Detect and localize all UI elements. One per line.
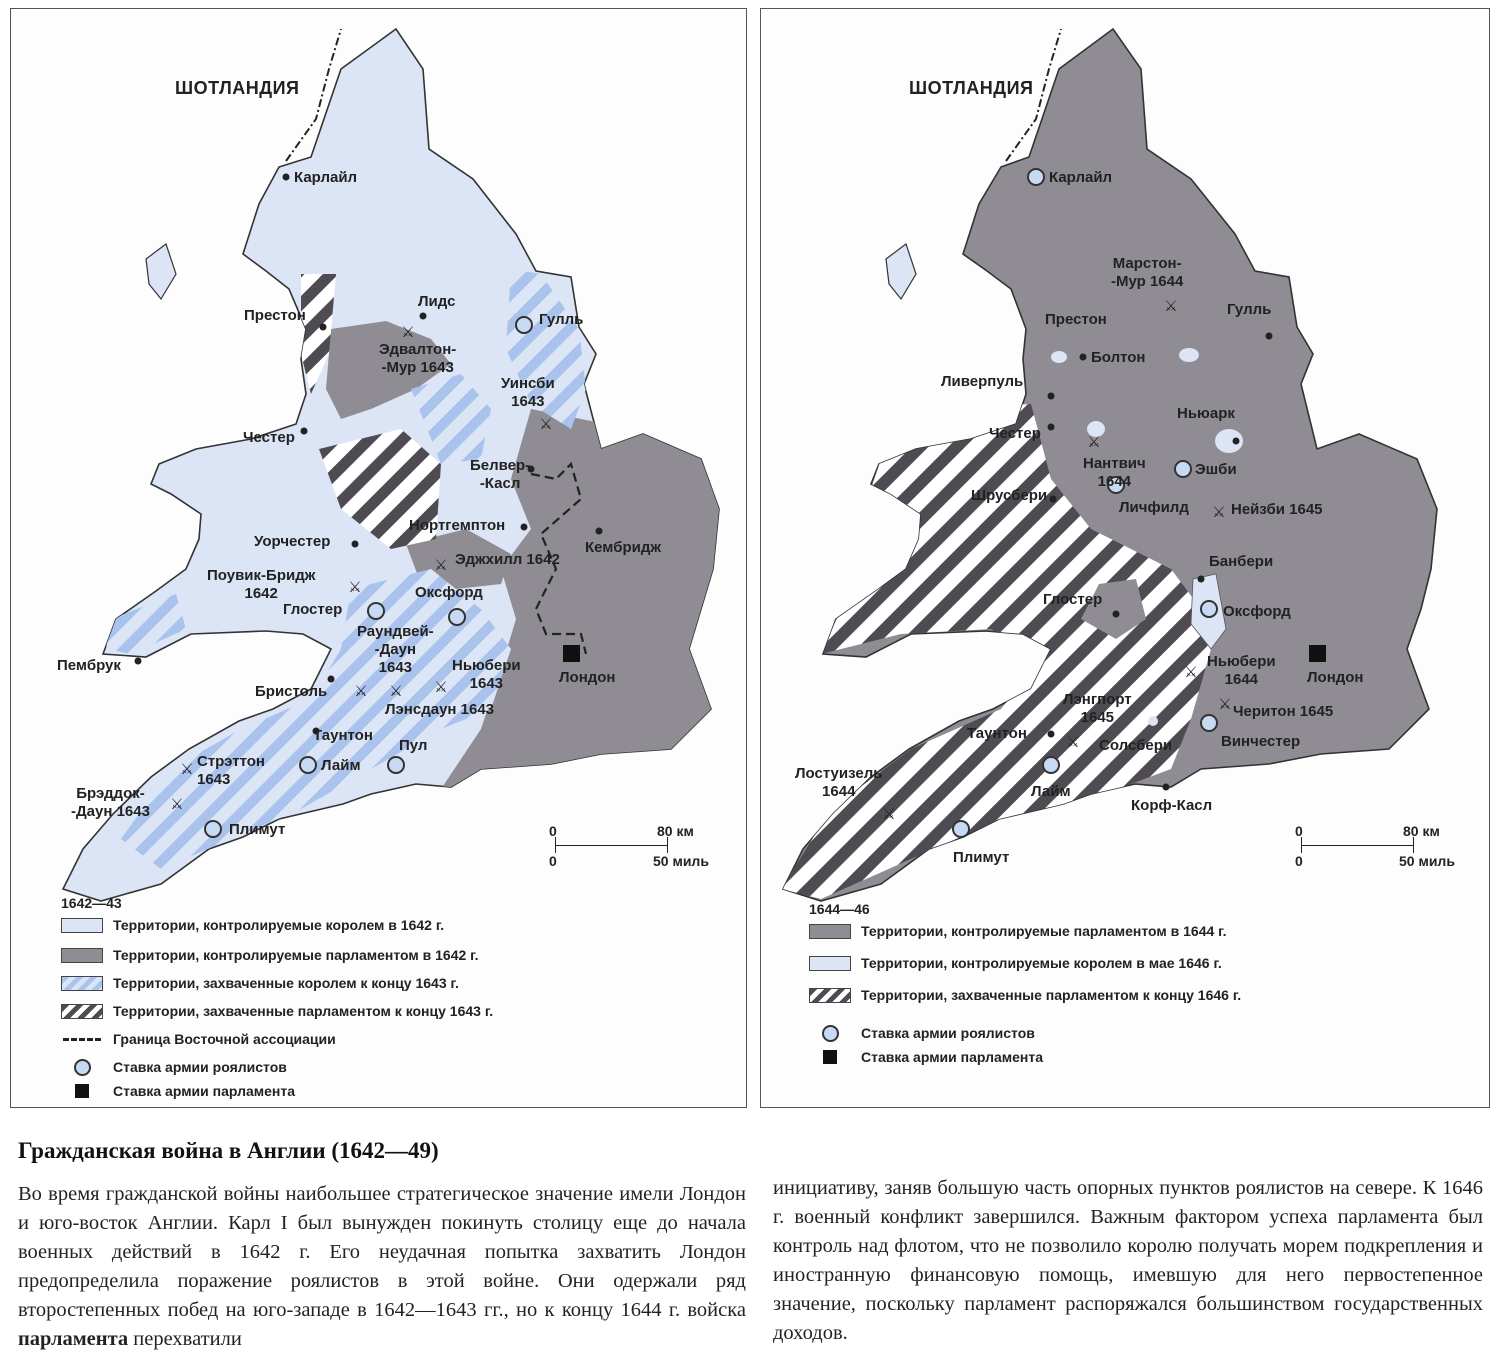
label-braddock-down: Брэддок- -Даун 1643	[71, 785, 150, 820]
svg-text:⚔: ⚔	[170, 795, 184, 813]
label-powick-bridge: Поувик-Бридж 1642	[207, 567, 316, 602]
parliament-hq-london	[563, 645, 580, 662]
label-london: Лондон	[559, 669, 616, 686]
map-panel-1644-46	[760, 8, 1490, 1108]
label-northampton: Нортгемптон	[409, 517, 506, 534]
map-panel-1642-43	[10, 8, 747, 1108]
label-leeds: Лидс	[418, 293, 456, 310]
svg-text:⚔: ⚔	[180, 760, 194, 778]
svg-text:⚔: ⚔	[882, 805, 896, 823]
svg-text:⚔: ⚔	[539, 415, 553, 433]
label-lyme: Лайм	[321, 757, 361, 774]
label-bristol: Бристоль	[255, 683, 328, 700]
label-pembroke: Пембрук	[57, 657, 121, 674]
label-stratton: Стрэттон 1643	[197, 753, 265, 788]
label-carlisle: Карлайл	[294, 169, 358, 186]
scale-bar: 0 80 км 0 50 миль	[1295, 823, 1455, 869]
label-salisbury: Солсбери	[1099, 737, 1173, 754]
label-chester: Честер	[989, 425, 1041, 442]
svg-text:⚔: ⚔	[434, 556, 448, 574]
legend-1644-46: 1644—46 Территории, контролируемые парламентом в 1644 г. Территории, контролируемые королем в мае 1646 г. Территории, захваченные парламентом к концу 1646 г. Ставка армии роялистов Ставка армии парламента	[809, 901, 1242, 1065]
label-lostwithiel: Лостуизель 1644	[795, 765, 883, 800]
label-nantwich: Нантвич 1644	[1083, 455, 1146, 490]
label-taunton: Таунтон	[967, 725, 1027, 742]
label-marston-moor: Марстон- -Мур 1644	[1111, 255, 1184, 290]
label-shrewsbury: Шрусбери	[971, 487, 1048, 504]
label-london: Лондон	[1307, 669, 1364, 686]
svg-text:⚔: ⚔	[1218, 695, 1232, 713]
label-preston: Престон	[1045, 311, 1107, 328]
label-liverpool: Ливерпуль	[941, 373, 1024, 390]
svg-text:⚔: ⚔	[389, 682, 403, 700]
label-oxford: Оксфорд	[415, 584, 483, 601]
label-chester: Честер	[243, 429, 295, 446]
label-ashby: Эшби	[1195, 461, 1237, 478]
svg-text:⚔: ⚔	[1212, 503, 1226, 521]
label-winchester: Винчестер	[1221, 733, 1301, 750]
isle-of-man	[886, 244, 916, 299]
king-pocket-1	[1051, 351, 1067, 363]
label-adwalton-moor: Эдвалтон- -Мур 1643	[379, 341, 457, 376]
label-lichfield: Личфилд	[1119, 499, 1189, 516]
label-newbury-1644: Ньюбери 1644	[1207, 653, 1276, 688]
label-worcester: Уорчестер	[254, 533, 331, 550]
region-scotland: ШОТЛАНДИЯ	[909, 78, 1034, 98]
svg-text:⚔: ⚔	[348, 578, 362, 596]
label-banbury: Банбери	[1209, 553, 1274, 570]
label-hull: Гулль	[1227, 301, 1272, 318]
label-belvoir-castle: Белвер- -Касл	[470, 457, 531, 492]
parliament-hq-london	[1309, 645, 1326, 662]
label-newbury-1643: Ньюбери 1643	[452, 657, 521, 692]
label-hull: Гулль	[539, 311, 584, 328]
caption-paragraph-right: инициативу, заняв большую часть опорных пунктов роялистов на севере. К 1646 г. военный конфликт завершился. Важным фактором успеха парламента был контроль над флотом, что не позволило королю получать морем подкрепления и иностранную финансовую помощь, имевшую для него первостепенное значение, поскольку парламент распоряжался большинством государственных доходов.	[773, 1177, 1483, 1344]
label-edgehill: Эджхилл 1642	[455, 551, 560, 568]
svg-text:⚔: ⚔	[401, 323, 415, 341]
label-preston: Престон	[244, 307, 306, 324]
label-carlisle: Карлайл	[1049, 169, 1113, 186]
caption-paragraph-left: Во время гражданской войны наибольшее стратегическое значение имели Лондон и юго-восток Англии. Карл I был вынужден покинуть столицу еще до начала военных действий в 1642 г. Его неудачная попытка захватить Лондон предопределила поражение роялистов в этой войне. Они одержали ряд второстепенных побед на юго-западе в 1642—1643 гг., но к концу 1644 г. войска парламента перехватили	[18, 1183, 746, 1350]
label-newark: Ньюарк	[1177, 405, 1235, 422]
label-taunton: Таунтон	[313, 727, 373, 744]
svg-text:⚔: ⚔	[354, 682, 368, 700]
label-poole: Пул	[399, 737, 428, 754]
label-lyme: Лайм	[1031, 783, 1071, 800]
label-lansdown: Лэнсдаун 1643	[385, 701, 495, 718]
king-pocket-5	[1148, 716, 1158, 726]
caption-title-years: (1642—49)	[331, 1138, 439, 1163]
svg-text:⚔: ⚔	[1164, 297, 1178, 315]
king-pocket-2	[1179, 348, 1199, 362]
label-winceby: Уинсби 1643	[501, 375, 555, 410]
label-bolton: Болтон	[1091, 349, 1146, 366]
scale-bar: 0 80 км 0 50 миль	[549, 823, 709, 869]
caption-title	[18, 1138, 439, 1164]
legend-1642-43: 1642—43 Территории, контролируемые королем в 1642 г. Территории, контролируемые парламентом в 1642 г. Территории, захваченные королем к концу 1643 г. Территории, захваченные парламентом к концу 1643 г. Граница Восточной ассоциации Ставка армии роялистов Ставка армии парламента	[61, 895, 494, 1099]
label-gloucester: Глостер	[1043, 591, 1103, 608]
label-cheriton: Черитон 1645	[1233, 703, 1334, 720]
label-plymouth: Плимут	[953, 849, 1010, 866]
svg-text:⚔: ⚔	[434, 678, 448, 696]
label-plymouth: Плимут	[229, 821, 286, 838]
caption-title-text: Гражданская война в Англии	[18, 1138, 326, 1163]
label-oxford: Оксфорд	[1223, 603, 1291, 620]
svg-text:⚔: ⚔	[1087, 433, 1101, 451]
isle-of-man	[146, 244, 176, 299]
label-langport: Лэнгпорт 1645	[1063, 691, 1132, 726]
svg-text:⚔: ⚔	[1066, 733, 1080, 751]
label-cambridge: Кембридж	[585, 539, 662, 556]
label-gloucester: Глостер	[283, 601, 343, 618]
label-corfe-castle: Корф-Касл	[1131, 797, 1213, 814]
region-scotland: ШОТЛАНДИЯ	[175, 78, 300, 98]
label-naseby: Нейзби 1645	[1231, 501, 1323, 518]
svg-text:⚔: ⚔	[1184, 663, 1198, 681]
label-roundway-down: Раундвей- -Даун 1643	[357, 623, 434, 676]
